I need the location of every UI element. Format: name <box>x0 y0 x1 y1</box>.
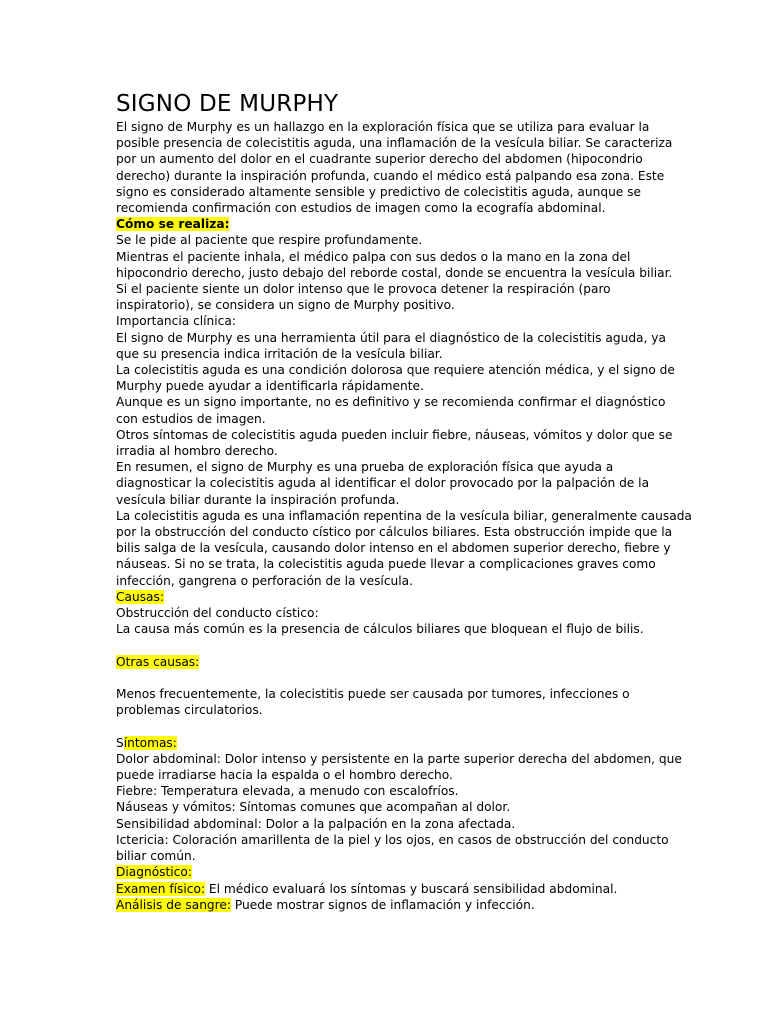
text-line <box>116 216 656 232</box>
document-body <box>116 119 692 913</box>
text-line <box>116 702 656 718</box>
text-line <box>116 313 656 329</box>
text-segment: El signo de Murphy es una herramienta útil para el diagnóstico de la colecistitis aguda, ya <box>116 330 666 345</box>
text-segment: La colecistitis aguda es una condición dolorosa que requiere atención médica, y el signo de <box>116 363 675 378</box>
text-line <box>116 751 682 767</box>
text-segment: Menos frecuentemente, la colecistitis puede ser causada por tumores, infecciones o <box>116 687 630 702</box>
text-line <box>116 168 665 184</box>
document-page <box>116 89 692 913</box>
blank-line <box>116 718 656 734</box>
text-segment: Puede mostrar signos de inflamación y infección. <box>231 897 535 912</box>
highlighted-text: Examen físico: <box>116 881 206 896</box>
text-segment: bilis salga de la vesícula, causando dolor intenso en el abdomen superior derecho, fiebre y <box>116 541 671 556</box>
text-segment: derecho) durante la inspiración profunda, cuando el médico está palpando esa zona. Este <box>116 168 665 183</box>
text-line <box>116 265 673 281</box>
highlighted-text: Análisis de sangre: <box>116 897 231 912</box>
text-segment: Náuseas y vómitos: Síntomas comunes que acompañan al dolor. <box>116 800 511 815</box>
text-segment: irradia al hombro derecho. <box>116 444 278 459</box>
text-line <box>116 621 656 637</box>
text-segment: Obstrucción del conducto cístico: <box>116 606 319 621</box>
text-segment: inspiratorio), se considera un signo de Murphy positivo. <box>116 298 455 313</box>
text-line <box>116 475 656 491</box>
text-line <box>116 184 656 200</box>
text-segment: diagnosticar la colecistitis aguda al identificar el dolor provocado por la palpación de la <box>116 476 650 491</box>
text-segment: vesícula biliar durante la inspiración profunda. <box>116 492 400 507</box>
text-line <box>116 119 656 135</box>
text-line <box>116 897 656 913</box>
text-line <box>116 864 656 880</box>
text-segment: posible presencia de colecistitis aguda, una inflamación de la vesícula biliar. Se caracteriza <box>116 136 673 151</box>
text-segment: La causa más común es la presencia de cálculos biliares que bloquean el flujo de bilis. <box>116 622 644 637</box>
text-segment: por la obstrucción del conducto cístico por cálculos biliares. Esta obstrucción impide que la <box>116 525 673 540</box>
highlighted-text: íntomas: <box>123 735 177 750</box>
text-segment: Otros síntomas de colecistitis aguda pueden incluir fiebre, náuseas, vómitos y dolor que se <box>116 427 673 442</box>
text-line <box>116 783 656 799</box>
text-segment: Sensibilidad abdominal: Dolor a la palpación en la zona afectada. <box>116 816 516 831</box>
document-title: SIGNO DE MURPHY <box>116 91 339 117</box>
highlighted-text: Cómo se realiza: <box>116 217 230 232</box>
text-line <box>116 492 656 508</box>
text-line <box>116 686 656 702</box>
text-segment: Se le pide al paciente que respire profundamente. <box>116 233 423 248</box>
text-line <box>116 540 671 556</box>
highlighted-text: Causas: <box>116 589 164 604</box>
text-segment: Fiebre: Temperatura elevada, a menudo con escalofríos. <box>116 784 459 799</box>
text-line <box>116 605 656 621</box>
blank-line <box>116 638 656 654</box>
text-segment: Mientras el paciente inhala, el médico palpa con sus dedos o la mano en la zona del <box>116 249 631 264</box>
text-segment: Murphy puede ayudar a identificarla rápidamente. <box>116 379 424 394</box>
text-line <box>116 767 656 783</box>
text-line <box>116 735 656 751</box>
text-line <box>116 394 666 410</box>
text-line <box>116 297 656 313</box>
text-segment: signo es considerado altamente sensible y predictivo de colecistitis aguda, aunque se <box>116 184 642 199</box>
text-line <box>116 249 656 265</box>
text-line <box>116 832 669 848</box>
highlighted-text: Otras causas: <box>116 654 200 669</box>
text-line <box>116 816 656 832</box>
text-line <box>116 848 656 864</box>
text-segment: biliar común. <box>116 849 196 864</box>
text-line <box>116 459 656 475</box>
text-segment: náuseas. Si no se trata, la colecistitis aguda puede llevar a complicaciones graves como <box>116 557 656 572</box>
text-line <box>116 799 656 815</box>
text-line <box>116 443 656 459</box>
text-segment: hipocondrio derecho, justo debajo del reborde costal, donde se encuentra la vesícula biliar. <box>116 265 673 280</box>
text-line <box>116 362 675 378</box>
text-line <box>116 135 673 151</box>
text-segment: Dolor abdominal: Dolor intenso y persistente en la parte superior derecha del abdomen, que <box>116 751 682 766</box>
text-line <box>116 881 656 897</box>
text-segment: que su presencia indica irritación de la vesícula biliar. <box>116 346 443 361</box>
text-segment: En resumen, el signo de Murphy es una prueba de exploración física que ayuda a <box>116 460 614 475</box>
text-segment: El médico evaluará los síntomas y buscará sensibilidad abdominal. <box>205 881 618 896</box>
text-segment: El signo de Murphy es un hallazgo en la exploración física que se utiliza para evaluar la <box>116 120 650 134</box>
text-segment: Ictericia: Coloración amarillenta de la piel y los ojos, en casos de obstrucción del conducto <box>116 832 669 847</box>
text-segment: recomienda confirmación con estudios de imagen como la ecografía abdominal. <box>116 201 606 216</box>
text-line <box>116 654 656 670</box>
text-line <box>116 281 656 297</box>
text-line <box>116 524 673 540</box>
text-segment: Si el paciente siente un dolor intenso que le provoca detener la respiración (paro <box>116 282 611 297</box>
text-segment: con estudios de imagen. <box>116 411 266 426</box>
text-segment: problemas circulatorios. <box>116 703 263 718</box>
text-line <box>116 151 656 167</box>
text-segment: La colecistitis aguda es una inflamación repentina de la vesícula biliar, generalmente causada <box>116 508 692 523</box>
text-segment: infección, gangrena o perforación de la vesícula. <box>116 573 413 588</box>
text-line <box>116 508 692 524</box>
text-line <box>116 330 666 346</box>
text-segment: Aunque es un signo importante, no es definitivo y se recomienda confirmar el diagnóstico <box>116 395 666 410</box>
text-line <box>116 427 673 443</box>
text-segment: S <box>116 735 124 750</box>
blank-line <box>116 670 656 686</box>
text-segment: puede irradiarse hacia la espalda o el hombro derecho. <box>116 768 453 783</box>
text-line <box>116 556 656 572</box>
highlighted-text: Diagnóstico: <box>116 865 192 880</box>
text-segment: Importancia clínica: <box>116 314 236 329</box>
text-line <box>116 573 656 589</box>
text-line <box>116 589 656 605</box>
text-line <box>116 200 656 216</box>
text-line <box>116 411 656 427</box>
text-line <box>116 232 656 248</box>
text-line <box>116 378 656 394</box>
text-segment: por un aumento del dolor en el cuadrante superior derecho del abdomen (hipocondrio <box>116 152 643 167</box>
text-line <box>116 346 656 362</box>
